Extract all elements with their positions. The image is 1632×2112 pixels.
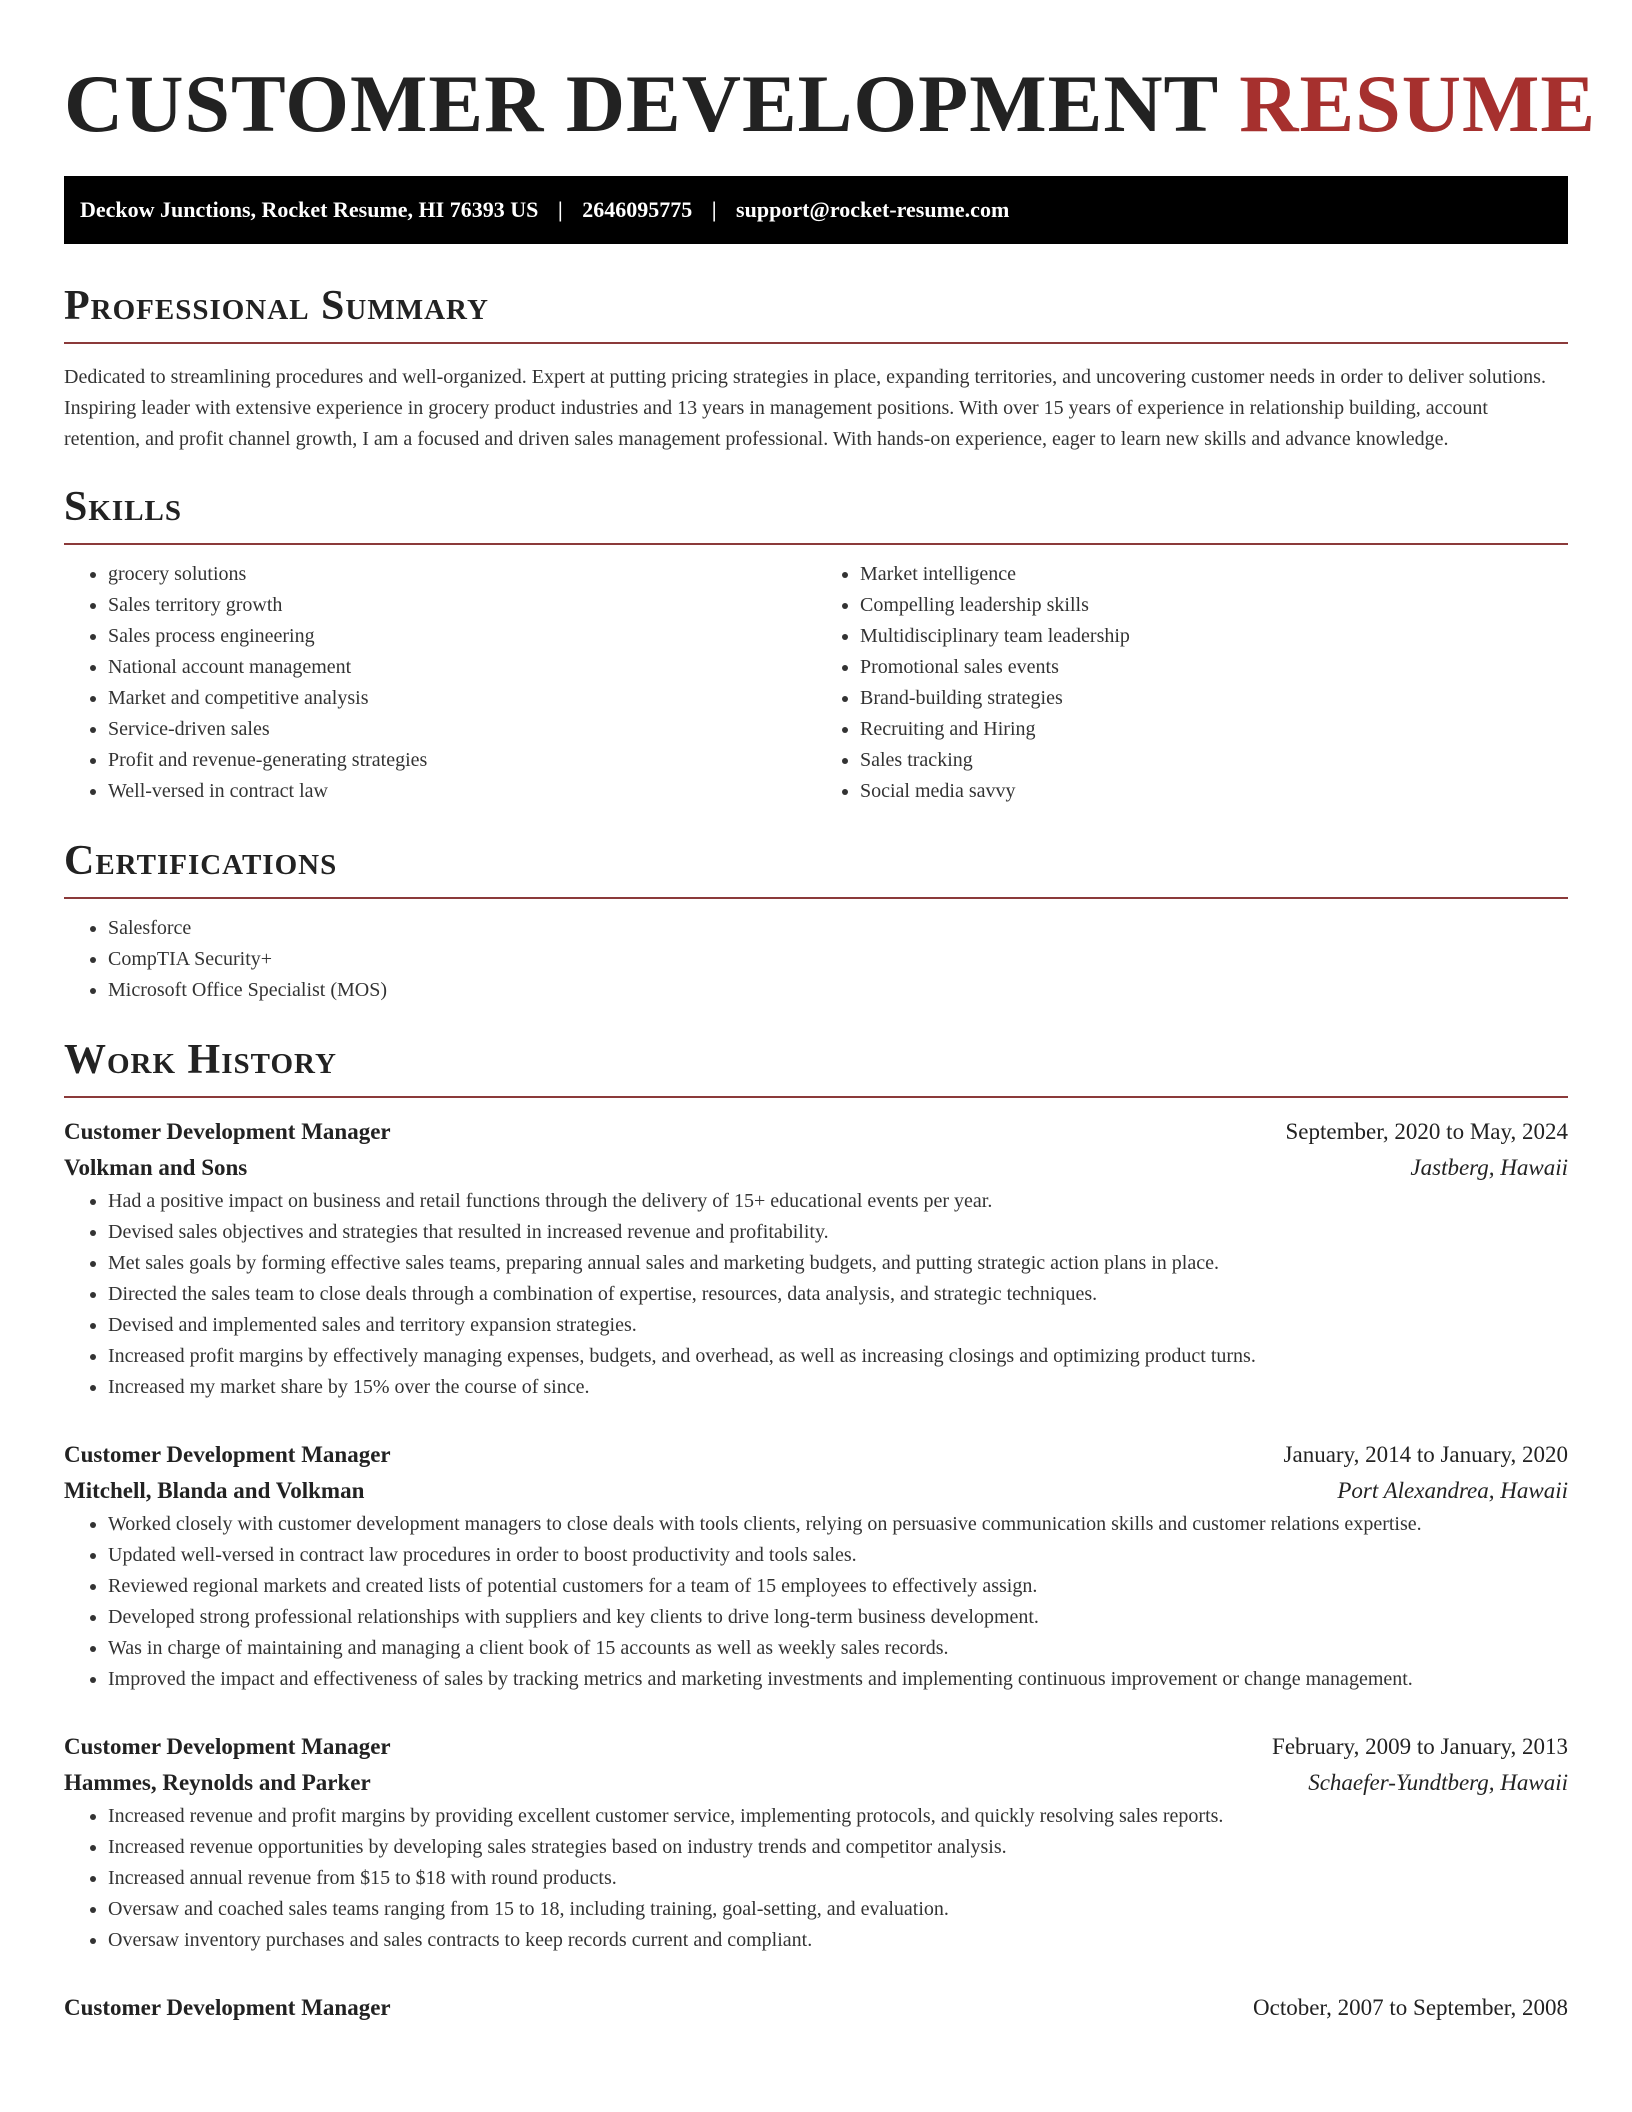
section-divider xyxy=(64,543,1568,545)
job-dates: February, 2009 to January, 2013 xyxy=(1272,1734,1568,1759)
skills-columns xyxy=(64,559,1568,807)
job-bullet: • Updated well-versed in contract law procedures in order to boost productivity and tools sales. xyxy=(108,1540,1568,1571)
skill-item: • Sales process engineering xyxy=(108,621,816,652)
job-header xyxy=(64,1437,1568,1473)
job-bullet: • Increased profit margins by effectively managing expenses, budgets, and overhead, as well as increasing closings and optimizing product turns. xyxy=(108,1341,1568,1372)
job-bullets xyxy=(64,1186,1568,1403)
job-header xyxy=(64,1114,1568,1150)
certification-item: • CompTIA Security+ xyxy=(108,944,1568,975)
job-bullet: • Increased annual revenue from $15 to $18 with round products. xyxy=(108,1863,1568,1894)
contact-address: Deckow Junctions, Rocket Resume, HI 76393 US xyxy=(80,197,539,222)
resume-title xyxy=(64,56,1597,176)
job-role: Customer Development Manager xyxy=(64,1995,391,2020)
job-subheader xyxy=(64,1765,1568,1801)
section-divider xyxy=(64,897,1568,899)
job-bullet: • Increased my market share by 15% over the course of since. xyxy=(108,1372,1568,1403)
job-header xyxy=(64,1729,1568,1765)
job-location: Port Alexandrea, Hawaii xyxy=(1337,1478,1568,1503)
certification-item: • Salesforce xyxy=(108,913,1568,944)
job-bullet: • Devised sales objectives and strategies that resulted in increased revenue and profitability. xyxy=(108,1217,1568,1248)
job-location: Schaefer-Yundtberg, Hawaii xyxy=(1308,1770,1568,1795)
skill-item: • Brand-building strategies xyxy=(860,683,1568,714)
contact-separator: | xyxy=(711,197,717,222)
skill-item: • National account management xyxy=(108,652,816,683)
skills-section xyxy=(64,481,1568,807)
contact-bar xyxy=(64,176,1568,244)
job-bullet: • Oversaw inventory purchases and sales contracts to keep records current and compliant. xyxy=(108,1925,1568,1956)
job-role: Customer Development Manager xyxy=(64,1119,391,1144)
job-bullet: • Had a positive impact on business and retail functions through the delivery of 15+ educational events per year. xyxy=(108,1186,1568,1217)
job-company: Mitchell, Blanda and Volkman xyxy=(64,1478,365,1503)
skill-item: • Compelling leadership skills xyxy=(860,590,1568,621)
job-dates: October, 2007 to September, 2008 xyxy=(1253,1995,1568,2020)
skill-item: • Recruiting and Hiring xyxy=(860,714,1568,745)
job-role: Customer Development Manager xyxy=(64,1442,391,1467)
skill-item: • Market and competitive analysis xyxy=(108,683,816,714)
job-header xyxy=(64,1990,1568,2026)
job-bullet: • Devised and implemented sales and territory expansion strategies. xyxy=(108,1310,1568,1341)
skill-item: • Social media savvy xyxy=(860,776,1568,807)
job-subheader xyxy=(64,1150,1568,1186)
job-entry xyxy=(64,1114,1568,1403)
summary-section xyxy=(64,280,1568,455)
work-history-heading: Work History xyxy=(64,1037,337,1083)
job-bullet: • Increased revenue opportunities by developing sales strategies based on industry trends and competitor analysis. xyxy=(108,1832,1568,1863)
job-role: Customer Development Manager xyxy=(64,1734,391,1759)
certifications-list xyxy=(64,913,1568,1006)
job-bullet: • Worked closely with customer development managers to close deals with tools clients, relying on persuasive communication skills and customer relations expertise. xyxy=(108,1509,1568,1540)
skill-item: • grocery solutions xyxy=(108,559,816,590)
resume-page xyxy=(64,0,1597,2026)
skill-item: • Service-driven sales xyxy=(108,714,816,745)
job-bullet: • Directed the sales team to close deals through a combination of expertise, resources, data analysis, and strategic techniques. xyxy=(108,1279,1568,1310)
job-bullets xyxy=(64,1509,1568,1695)
contact-email: support@rocket-resume.com xyxy=(736,197,1010,222)
job-location: Jastberg, Hawaii xyxy=(1410,1155,1568,1180)
skill-item: • Profit and revenue-generating strategies xyxy=(108,745,816,776)
summary-text: Dedicated to streamlining procedures and well-organized. Expert at putting pricing strategies in place, expanding territories, and uncovering customer needs in order to deliver solutions. Inspiring leader with extensive experience in grocery product industries and 13 years in management positions. With over 15 years of experience in relationship building, account retention, and profit channel growth, I am a focused and driven sales management professional. With hands-on experience, eager to learn new skills and advance knowledge. xyxy=(64,366,1546,450)
job-bullet: • Improved the impact and effectiveness of sales by tracking metrics and marketing investments and implementing continuous improvement or change management. xyxy=(108,1664,1568,1695)
job-bullet: • Developed strong professional relationships with suppliers and key clients to drive long-term business development. xyxy=(108,1602,1568,1633)
job-dates: September, 2020 to May, 2024 xyxy=(1285,1119,1568,1144)
job-bullets xyxy=(64,1801,1568,1956)
skills-list-right xyxy=(816,559,1568,807)
job-entry xyxy=(64,1437,1568,1695)
skill-item: • Market intelligence xyxy=(860,559,1568,590)
skill-item: • Sales tracking xyxy=(860,745,1568,776)
skills-heading: Skills xyxy=(64,484,183,530)
section-divider xyxy=(64,1096,1568,1098)
skill-item: • Promotional sales events xyxy=(860,652,1568,683)
job-bullet: • Met sales goals by forming effective sales teams, preparing annual sales and marketing budgets, and putting strategic action plans in place. xyxy=(108,1248,1568,1279)
skill-item: • Well-versed in contract law xyxy=(108,776,816,807)
contact-phone: 2646095775 xyxy=(582,197,693,222)
job-bullet: • Reviewed regional markets and created lists of potential customers for a team of 15 employees to effectively assign. xyxy=(108,1571,1568,1602)
skills-list-left xyxy=(64,559,816,807)
job-entry xyxy=(64,1990,1568,2026)
section-divider xyxy=(64,342,1568,344)
job-dates: January, 2014 to January, 2020 xyxy=(1283,1442,1568,1467)
work-history-section xyxy=(64,1034,1568,2026)
title-main: CUSTOMER DEVELOPMENT xyxy=(64,58,1218,149)
skill-item: • Multidisciplinary team leadership xyxy=(860,621,1568,652)
job-company: Hammes, Reynolds and Parker xyxy=(64,1770,371,1795)
certifications-heading: Certifications xyxy=(64,838,338,884)
title-accent: RESUME xyxy=(1239,58,1597,149)
skill-item: • Sales territory growth xyxy=(108,590,816,621)
job-bullet: • Oversaw and coached sales teams ranging from 15 to 18, including training, goal-setting, and evaluation. xyxy=(108,1894,1568,1925)
job-bullet: • Was in charge of maintaining and managing a client book of 15 accounts as well as weekly sales records. xyxy=(108,1633,1568,1664)
certification-item: • Microsoft Office Specialist (MOS) xyxy=(108,975,1568,1006)
job-bullet: • Increased revenue and profit margins by providing excellent customer service, implementing protocols, and quickly resolving sales reports. xyxy=(108,1801,1568,1832)
contact-separator: | xyxy=(557,197,563,222)
job-subheader xyxy=(64,1473,1568,1509)
summary-heading: Professional Summary xyxy=(64,283,489,329)
job-entry xyxy=(64,1729,1568,1956)
certifications-section xyxy=(64,835,1568,1006)
job-company: Volkman and Sons xyxy=(64,1155,248,1180)
